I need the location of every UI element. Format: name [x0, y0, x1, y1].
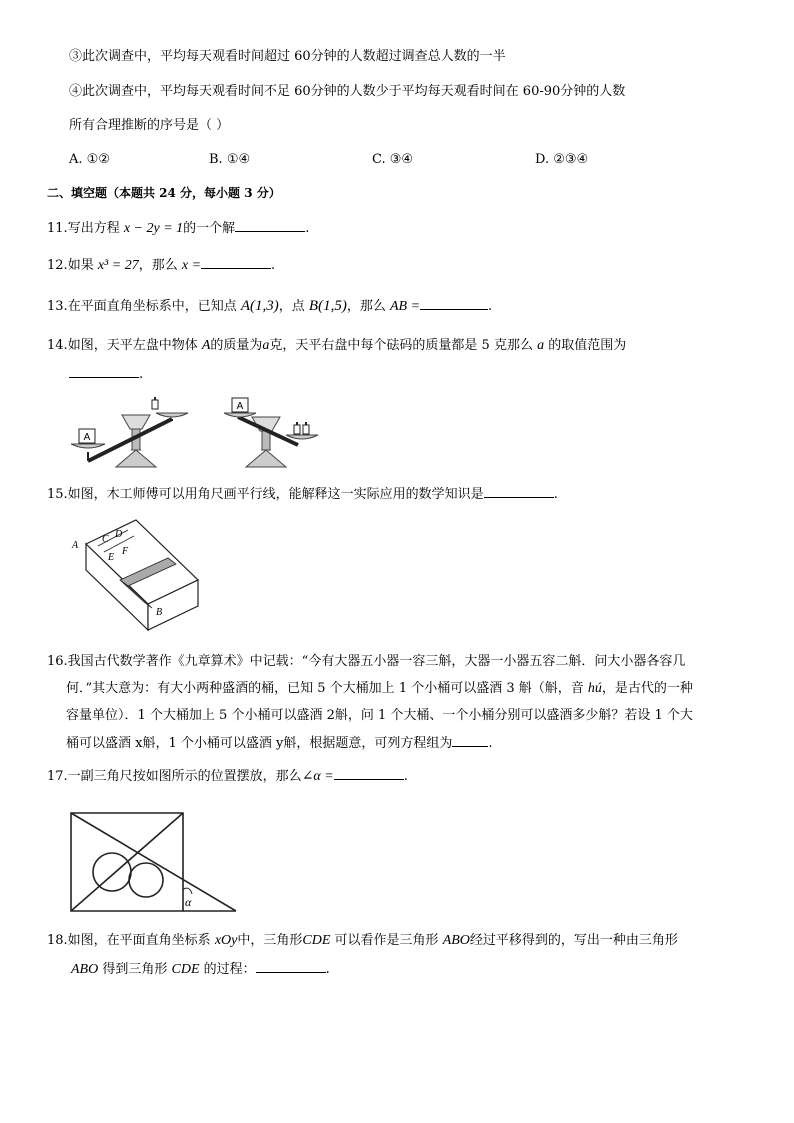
question-13: [47, 297, 492, 316]
q18-cde: CDE: [302, 933, 331, 948]
q14-end: .: [139, 367, 144, 382]
q18-abo: ABO: [442, 933, 470, 948]
balance-left: [71, 397, 188, 467]
section-heading: 二、填空题（本题共 24 分，每小题 3 分）: [47, 186, 281, 200]
balance-right: [224, 398, 318, 467]
q14-mass-a-2: a: [537, 338, 545, 353]
triangle-rulers-figure: [66, 808, 242, 914]
q10-prompt: 所有合理推断的序号是（ ）: [69, 118, 230, 133]
option-a: A. ①②: [69, 152, 110, 167]
q16-line-4-text: 桶可以盛酒 x斛，1 个小桶可以盛酒 y斛，根据题意，可列方程组为: [66, 736, 453, 751]
q18-line-1: [47, 932, 678, 950]
q16-line-2a: 何．”其大意为：有大小两种盛酒的桶，已知 5 个大桶加上 1 个小桶可以盛酒 3 斛（斛，音: [66, 681, 588, 696]
q16-pinyin: hú: [587, 681, 602, 696]
q12-number: 12.: [47, 258, 68, 273]
q18-text-d: 经过平移得到的，写出一种由三角形: [469, 933, 678, 948]
q14-text-2: 的质量为: [210, 338, 263, 353]
q12-equation: x³ = 27: [97, 258, 139, 273]
q15-text: 15.如图，木工师傅可以用角尺画平行线，能解释这一实际应用的数学知识是: [47, 487, 484, 502]
q14-text: 如图，天平左盘中物体: [67, 338, 198, 353]
q13-point-b: B(1,5): [308, 298, 347, 314]
q17-text: 17.一副三角尺按如图所示的位置摆放，那么: [47, 769, 302, 784]
question-11: [47, 219, 309, 238]
label-f: F: [122, 546, 129, 557]
q14-text-4: 的取值范围为: [548, 338, 627, 353]
q18-xoy: xOy: [214, 933, 238, 948]
option-c: C. ③④: [372, 152, 414, 167]
question-12: [47, 256, 275, 275]
q13-text-2: ，点: [278, 299, 305, 314]
label-c: C: [102, 534, 109, 545]
q18-text-e: 得到三角形: [102, 962, 168, 977]
object-a-label-right: A: [236, 401, 244, 412]
q13-text-3: ，那么: [346, 299, 386, 314]
q12-end: .: [271, 258, 276, 273]
statement-3: ③此次调查中，平均每天观看时间超过 60分钟的人数超过调查总人数的一半: [69, 49, 506, 64]
q13-point-a: A(1,3): [240, 298, 279, 314]
q14-number: 14.: [47, 338, 68, 353]
q18-line-2: [71, 960, 330, 979]
q18-text-b: 中，三角形: [237, 933, 303, 948]
object-a-label-left: A: [83, 432, 91, 443]
carpenter-square-figure: [70, 518, 220, 633]
q12-answer-blank[interactable]: [201, 256, 271, 269]
q18-cde-2: CDE: [171, 962, 200, 977]
q14-mass-a: a: [262, 338, 270, 353]
q17-angle: ∠α =: [301, 769, 334, 784]
q16-line-1: 16.我国古代数学著作《九章算术》中记载：“今有大器五小器一容三斛，大器一小器五容二斛．问大小器各容几: [47, 654, 686, 669]
q11-end: .: [305, 221, 310, 236]
option-b: B. ①④: [209, 152, 251, 167]
label-d: D: [115, 529, 123, 540]
option-d: D. ②③④: [535, 152, 589, 167]
q12-text: 如果: [67, 258, 94, 273]
q14-object-a: A: [201, 338, 211, 353]
q14-answer-line: [69, 365, 143, 384]
q18-end: .: [325, 962, 330, 977]
q17-answer-blank[interactable]: [334, 767, 404, 780]
q11-text-2: 的一个解: [183, 221, 236, 236]
q13-number: 13.: [47, 299, 68, 314]
q11-equation: x − 2y = 1: [123, 221, 184, 236]
q13-text: 在平面直角坐标系中，已知点: [67, 299, 237, 314]
q16-answer-blank[interactable]: [452, 734, 488, 747]
q11-number: 11.: [47, 221, 68, 236]
statement-4: ④此次调查中，平均每天观看时间不足 60分钟的人数少于平均每天观看时间在 60-90分钟的人数: [69, 84, 626, 99]
question-17: [47, 767, 408, 786]
q11-text: 写出方程: [67, 221, 120, 236]
q13-end: .: [488, 299, 493, 314]
q16-line-2c: ，是古代的一种: [601, 681, 693, 696]
q12-text-2: ，那么: [138, 258, 178, 273]
q17-end: .: [403, 769, 408, 784]
q11-answer-blank[interactable]: [235, 219, 305, 232]
q15-end: .: [553, 487, 558, 502]
q16-line-4: [66, 734, 493, 753]
q13-ab: AB =: [389, 299, 421, 314]
q16-line-3: 容量单位）．1 个大桶加上 5 个小桶可以盛酒 2斛，问 1 个大桶、一个小桶分别可以盛酒多少斛？若设 1 个大: [66, 708, 693, 723]
q16-end: .: [488, 736, 493, 751]
label-e: E: [108, 552, 115, 563]
q14-text-3: 克，天平右盘中每个砝码的质量都是 5 克那么: [269, 338, 533, 353]
q18-abo-2: ABO: [71, 962, 99, 977]
q15-answer-blank[interactable]: [484, 485, 554, 498]
q13-answer-blank[interactable]: [420, 297, 488, 310]
q16-line-2: [66, 680, 693, 698]
question-15: [47, 485, 558, 504]
q18-text-f: 的过程：: [203, 962, 256, 977]
label-a: A: [72, 540, 79, 551]
q18-text-c: 可以看作是三角形: [334, 933, 439, 948]
q18-text-a: 18.如图，在平面直角坐标系: [47, 933, 211, 948]
q18-answer-blank[interactable]: [256, 960, 326, 973]
angle-alpha-label: α: [185, 895, 192, 909]
balance-scales-figure: [66, 395, 336, 475]
q14-answer-blank[interactable]: [69, 365, 139, 378]
label-b: B: [156, 607, 163, 618]
question-14: [47, 337, 626, 355]
q12-x-equals: x =: [181, 258, 202, 273]
